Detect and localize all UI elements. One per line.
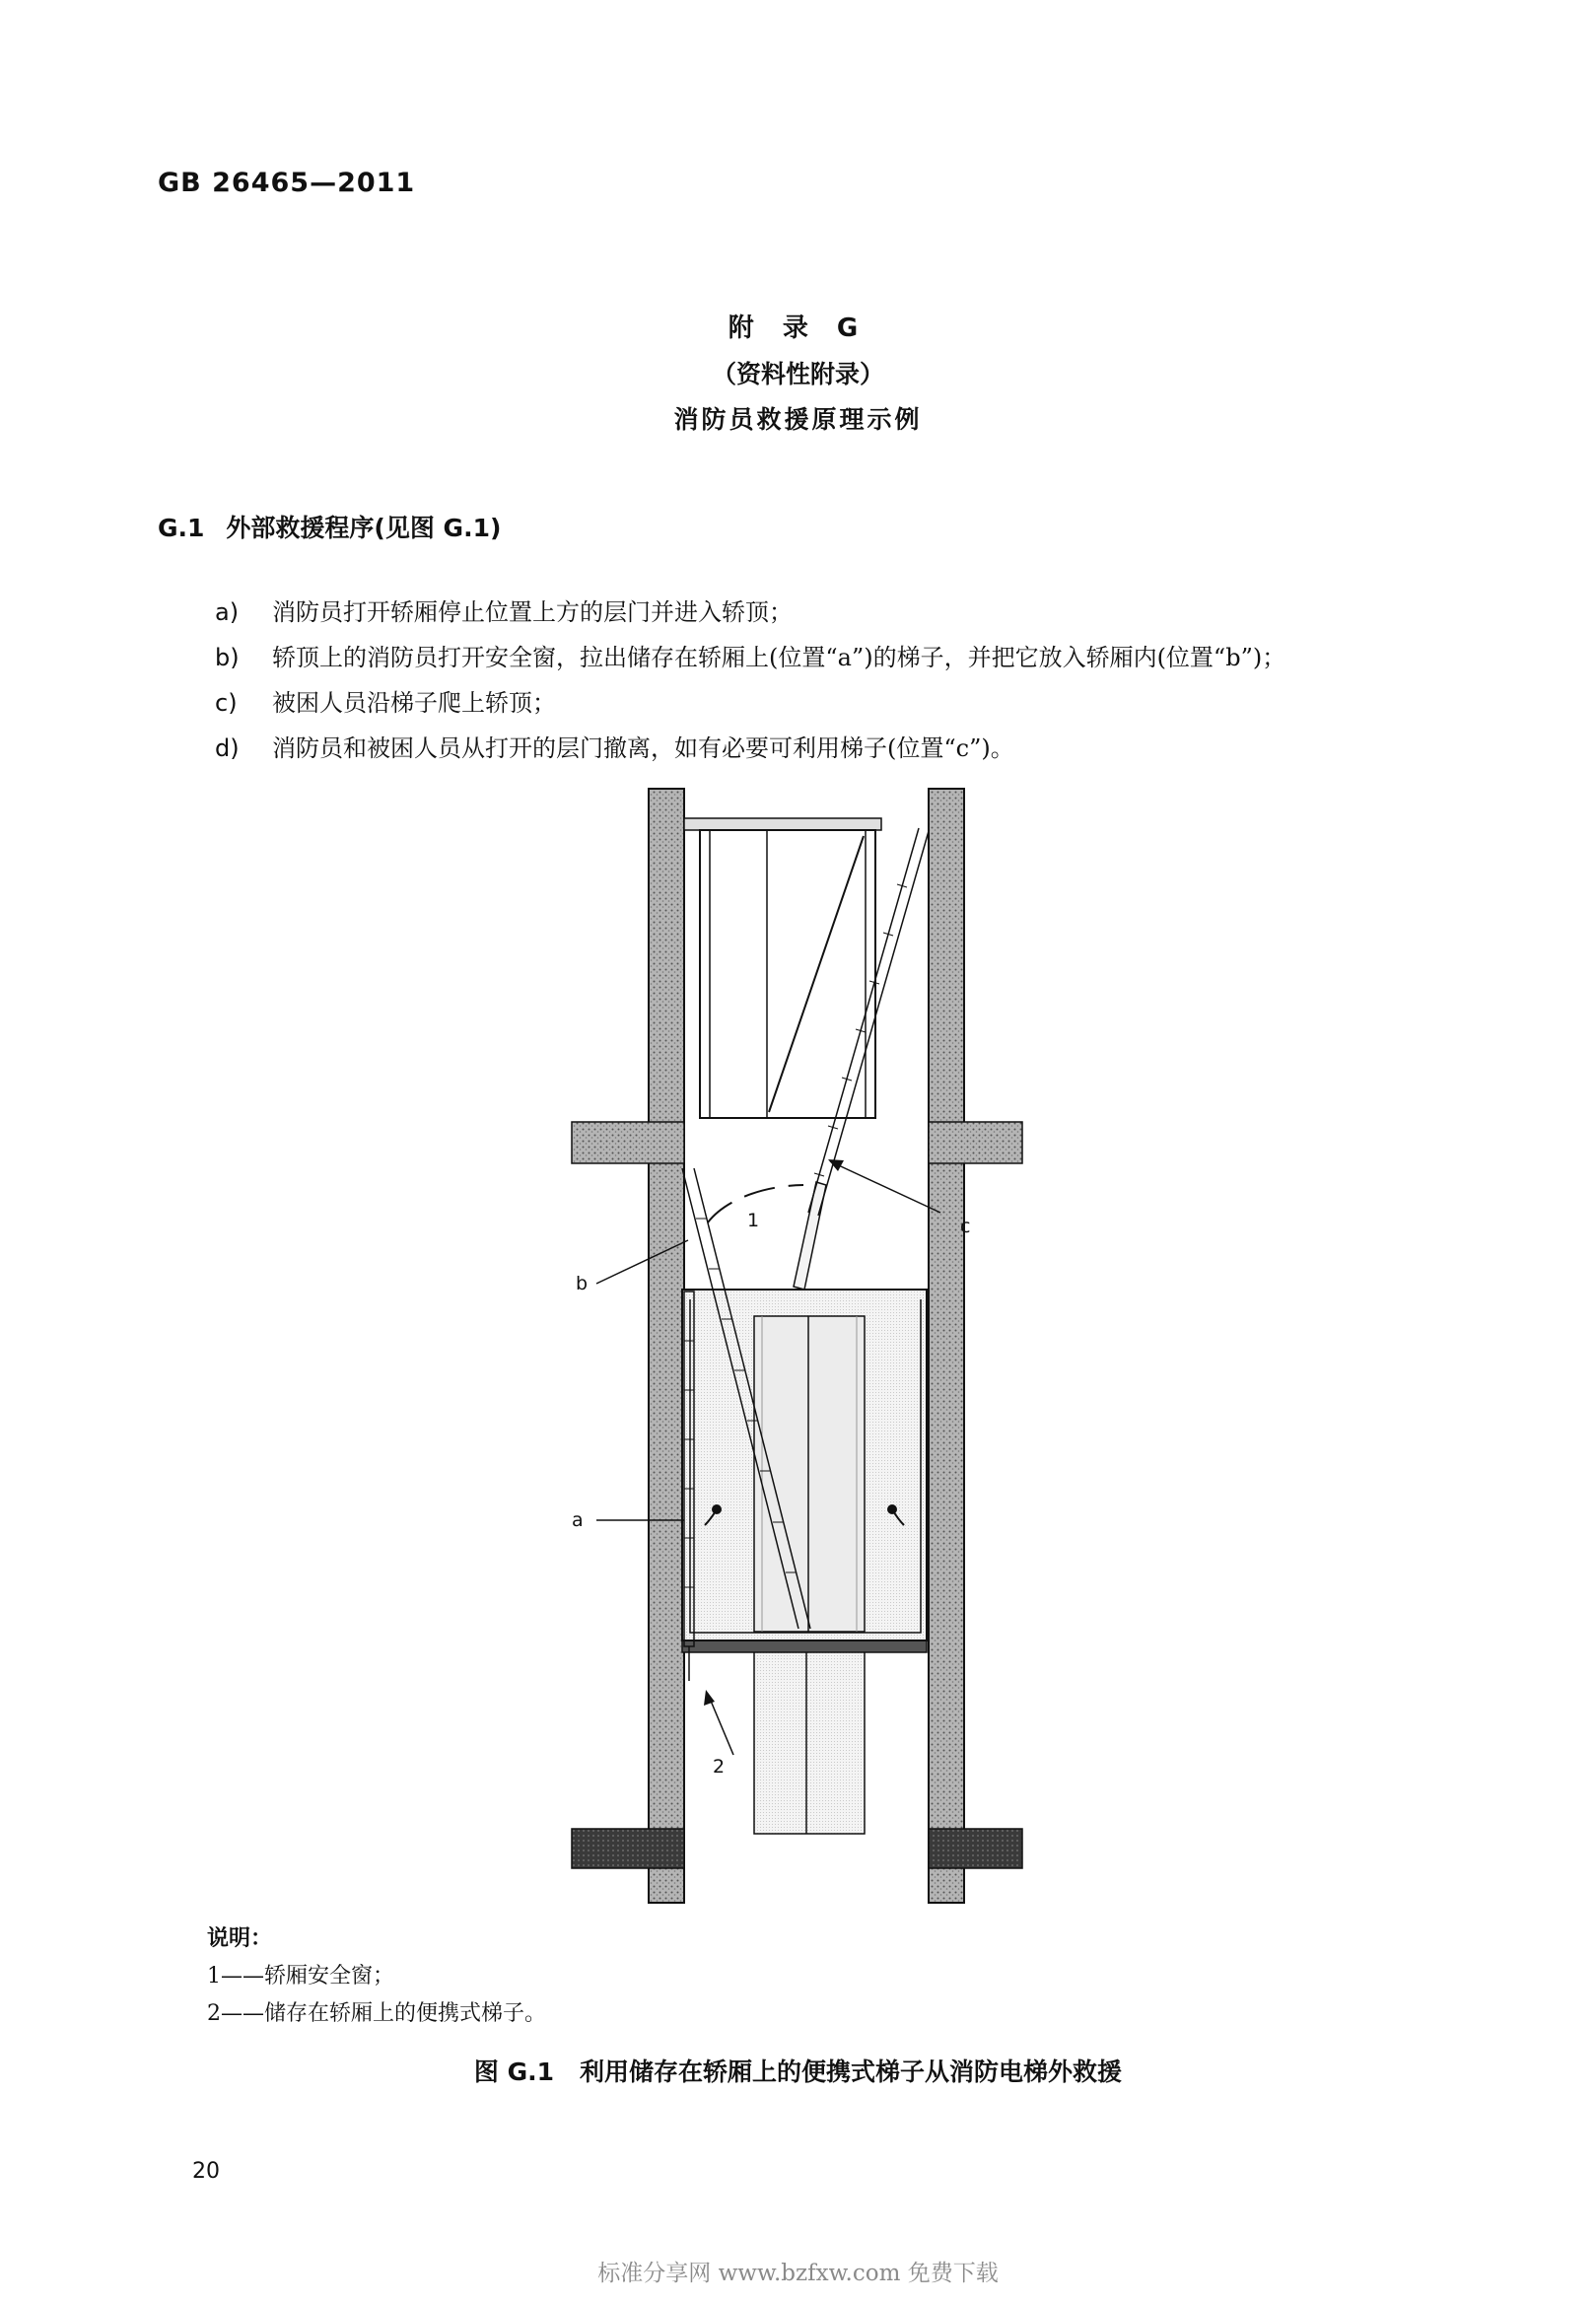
step-text: 消防员和被困人员从打开的层门撤离，如有必要可利用梯子(位置“c”)。 — [272, 734, 1014, 762]
upper-floor-slab — [572, 1122, 1022, 1163]
step-marker: b) — [215, 644, 240, 671]
step-text: 轿顶上的消防员打开安全窗，拉出储存在轿厢上(位置“a”)的梯子，并把它放入轿厢内(位置“b”)； — [272, 644, 1286, 671]
figure-caption — [0, 2053, 1596, 2088]
step-marker: a) — [215, 598, 240, 626]
appendix-name: 消防员救援原理示例 — [673, 405, 923, 434]
step-marker: d) — [215, 734, 240, 762]
upper-landing-door — [684, 818, 881, 1118]
standard-code: GB 26465—2011 — [158, 168, 416, 198]
label-2: 2 — [713, 1756, 726, 1778]
page-number: 20 — [192, 2159, 220, 2184]
appendix-title: 附 录 G — [728, 314, 868, 343]
legend-title: 说明： — [207, 1926, 273, 1951]
shaft-wall-left — [649, 789, 684, 1903]
label-c: c — [960, 1216, 971, 1237]
figure-number: 图 G.1 — [473, 2058, 555, 2086]
label-1: 1 — [747, 1210, 760, 1231]
figure-title: 利用储存在轿厢上的便携式梯子从消防电梯外救援 — [580, 2058, 1123, 2086]
label-b: b — [576, 1273, 589, 1294]
section-title: 外部救援程序(见图 G.1) — [226, 514, 502, 542]
figure-legend — [207, 1920, 546, 2033]
legend-item: 1——轿厢安全窗； — [207, 1964, 394, 1989]
appendix-nature: （资料性附录） — [711, 360, 884, 388]
legend-item: 2——储存在轿厢上的便携式梯子。 — [207, 2001, 546, 2026]
step-item — [215, 726, 1285, 771]
leader-c — [828, 1159, 940, 1213]
section-number: G.1 — [158, 514, 205, 542]
step-marker: c) — [215, 689, 238, 717]
leader-2 — [704, 1690, 733, 1755]
lower-landing-door — [754, 1644, 865, 1834]
step-item — [215, 680, 1285, 726]
section-heading — [158, 509, 501, 544]
watermark-text: 标准分享网 www.bzfxw.com 免费下载 — [597, 2261, 999, 2286]
elevator-car — [682, 1290, 927, 1652]
car-safety-window — [708, 1182, 826, 1290]
procedure-steps — [215, 590, 1285, 771]
ladder-position-c — [808, 828, 929, 1216]
step-item — [215, 635, 1285, 680]
shaft-wall-right — [929, 789, 964, 1903]
step-item — [215, 590, 1285, 635]
step-text: 被困人员沿梯子爬上轿顶； — [272, 689, 556, 717]
label-a: a — [572, 1509, 584, 1531]
step-text: 消防员打开轿厢停止位置上方的层门并进入轿顶； — [272, 598, 793, 626]
elevator-rescue-diagram — [552, 779, 1025, 1913]
lower-floor-slab — [572, 1829, 1022, 1868]
